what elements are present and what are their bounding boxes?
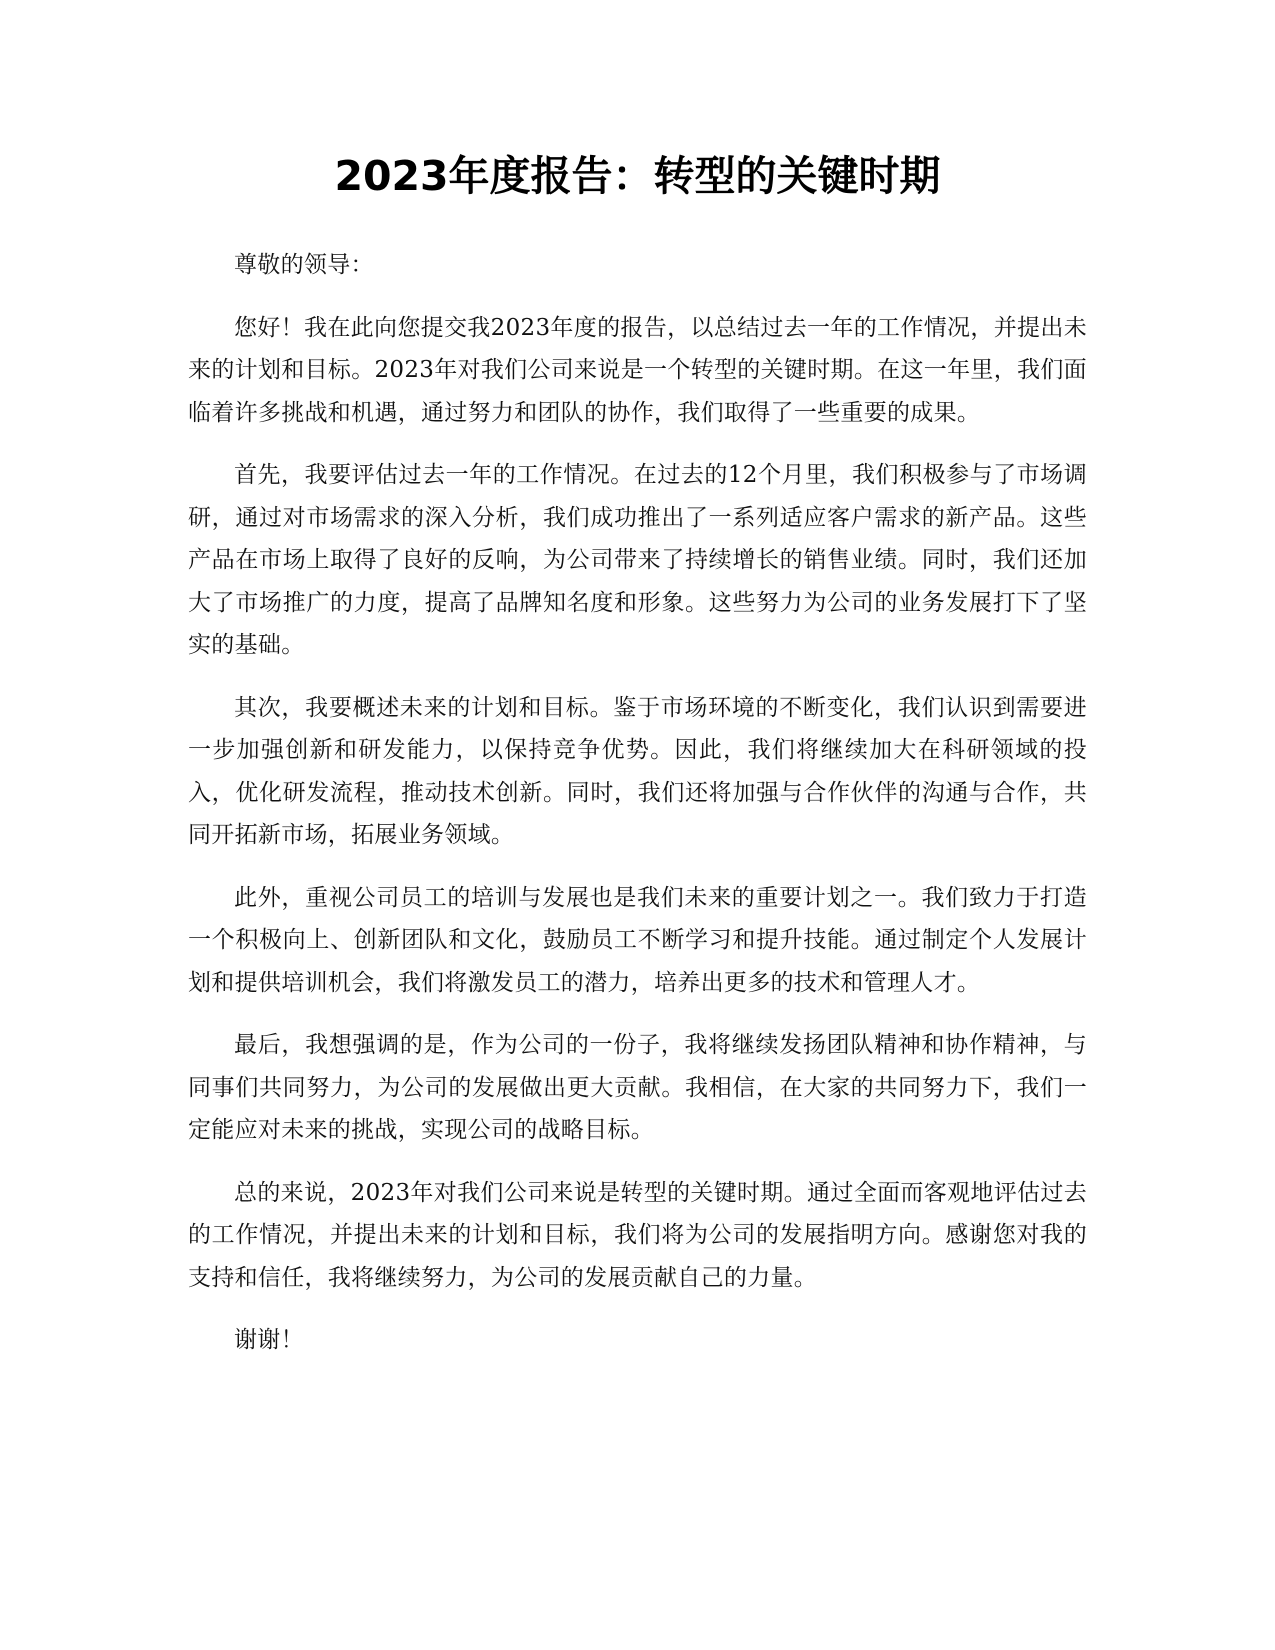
paragraph-summary: 总的来说，2023年对我们公司来说是转型的关键时期。通过全面而客观地评估过去的工作情况，并提出未来的计划和目标，我们将为公司的发展指明方向。感谢您对我的支持和信任，我将继续努力，为公司的发展贡献自己的力量。 — [188, 1179, 1087, 1291]
paragraph-emphasis: 最后，我想强调的是，作为公司的一份子，我将继续发扬团队精神和协作精神，与同事们共同努力，为公司的发展做出更大贡献。我相信，在大家的共同努力下，我们一定能应对未来的挑战，实现公司的战略目标。 — [188, 1032, 1087, 1143]
document-title: 2023年度报告：转型的关键时期 — [334, 152, 941, 200]
document-body — [188, 244, 1087, 1382]
paragraph-plans: 其次，我要概述未来的计划和目标。鉴于市场环境的不断变化，我们认识到需要进一步加强创新和研发能力，以保持竞争优势。因此，我们将继续加大在科研领域的投入，优化研发流程，推动技术创新。同时，我们还将加强与合作伙伴的沟通与合作，共同开拓新市场，拓展业务领域。 — [188, 694, 1087, 848]
paragraph-greeting: 您好！我在此向您提交我2023年度的报告，以总结过去一年的工作情况，并提出未来的计划和目标。2023年对我们公司来说是一个转型的关键时期。在这一年里，我们面临着许多挑战和机遇，通过努力和团队的协作，我们取得了一些重要的成果。 — [188, 314, 1087, 426]
salutation: 尊敬的领导： — [234, 252, 374, 278]
paragraph-training: 此外，重视公司员工的培训与发展也是我们未来的重要计划之一。我们致力于打造一个积极向上、创新团队和文化，鼓励员工不断学习和提升技能。通过制定个人发展计划和提供培训机会，我们将激发员工的潜力，培养出更多的技术和管理人才。 — [188, 884, 1087, 996]
closing: 谢谢！ — [234, 1327, 304, 1353]
paragraph-review: 首先，我要评估过去一年的工作情况。在过去的12个月里，我们积极参与了市场调研，通过对市场需求的深入分析，我们成功推出了一系列适应客户需求的新产品。这些产品在市场上取得了良好的反响，为公司带来了持续增长的销售业绩。同时，我们还加大了市场推广的力度，提高了品牌知名度和形象。这些努力为公司的业务发展打下了坚实的基础。 — [188, 462, 1087, 658]
